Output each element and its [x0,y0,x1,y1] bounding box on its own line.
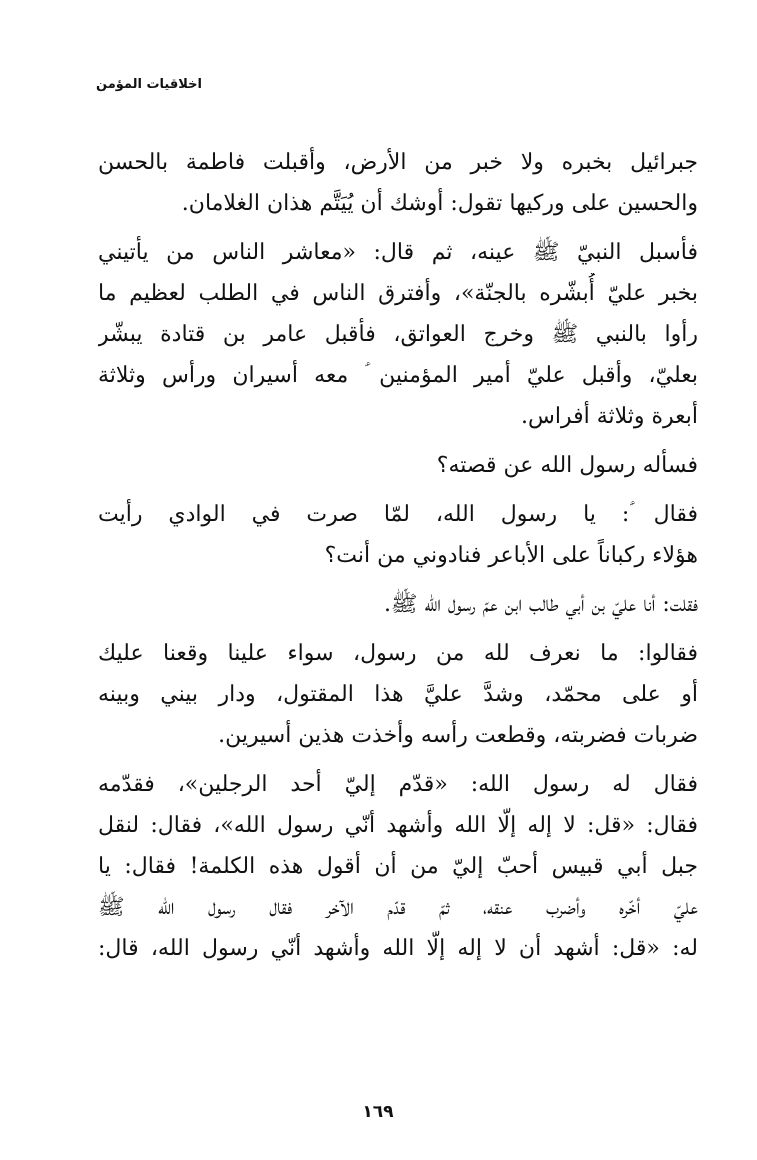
body-text [98,142,698,977]
paragraph [98,445,698,486]
running-head: اخلاقيات المؤمن [96,77,202,92]
paragraph [98,584,698,625]
text-line: ضربات فضربته، وقطعت رأسه وأخذت هذين أسيرين. [218,723,698,748]
text-line: فقال ؑ: يا رسول الله، لمّا صرت في الوادي رأيت [98,502,698,527]
text-line: بخبر عليّ أُبشّره بالجنّة»، وأفترق الناس في الطلب لعظيم ما [98,281,698,306]
text-line: فقال له رسول الله: «قدّم إليّ أحد الرجلين»، فقدّمه [98,772,698,797]
text-line: فأسبل النبيّ ﷺ عينه، ثم قال: «معاشر الناس من يأتيني [98,240,698,265]
paragraph [98,764,698,969]
text-line: له: «قل: أشهد أن لا إله إلّا الله وأشهد أنّي رسول الله، قال: [98,936,698,961]
paragraph [98,494,698,576]
paragraph [98,633,698,756]
text-line: فقلت: أنا عليّ بن أبي طالب ابن عمّ رسول الله ﷺ. [383,592,698,617]
text-line: أبعرة وثلاثة أفراس. [520,404,698,429]
text-line: هؤلاء ركباناً على الأباعر فنادوني من أنت؟ [324,543,698,568]
text-line: جبل أبي قبيس أحبّ إليّ من أن أقول هذه الكلمة! فقال: يا [98,854,698,879]
text-line: بعليّ، وأقبل عليّ أمير المؤمنين ؑ معه أسيران ورأس وثلاثة [98,363,698,388]
text-line: رأوا بالنبي ﷺ وخرج العواتق، فأقبل عامر بن قتادة يبشّر [98,322,698,347]
text-line: والحسين على وركيها تقول: أوشك أن يُيَتَّم هذان الغلامان. [181,191,698,216]
text-line: جبرائيل بخبره ولا خبر من الأرض، وأقبلت فاطمة بالحسن [98,150,698,175]
text-line: عليّ أخّره وأضرب عنقه، ثمّ قدّم الآخر فقال رسول الله ﷺ [98,895,698,920]
paragraph [98,142,698,224]
page-number: ١٦٩ [362,1102,394,1122]
paragraph [98,232,698,437]
text-line: أو على محمّد، وشدَّ عليَّ هذا المقتول، ودار بيني وبينه [98,682,698,707]
text-line: فقالوا: ما نعرف لله من رسول، سواء علينا وقعنا عليك [98,641,698,666]
text-line: فسأله رسول الله عن قصته؟ [436,453,698,478]
text-line: فقال: «قل: لا إله إلّا الله وأشهد أنّي رسول الله»، فقال: لنقل [98,813,698,838]
